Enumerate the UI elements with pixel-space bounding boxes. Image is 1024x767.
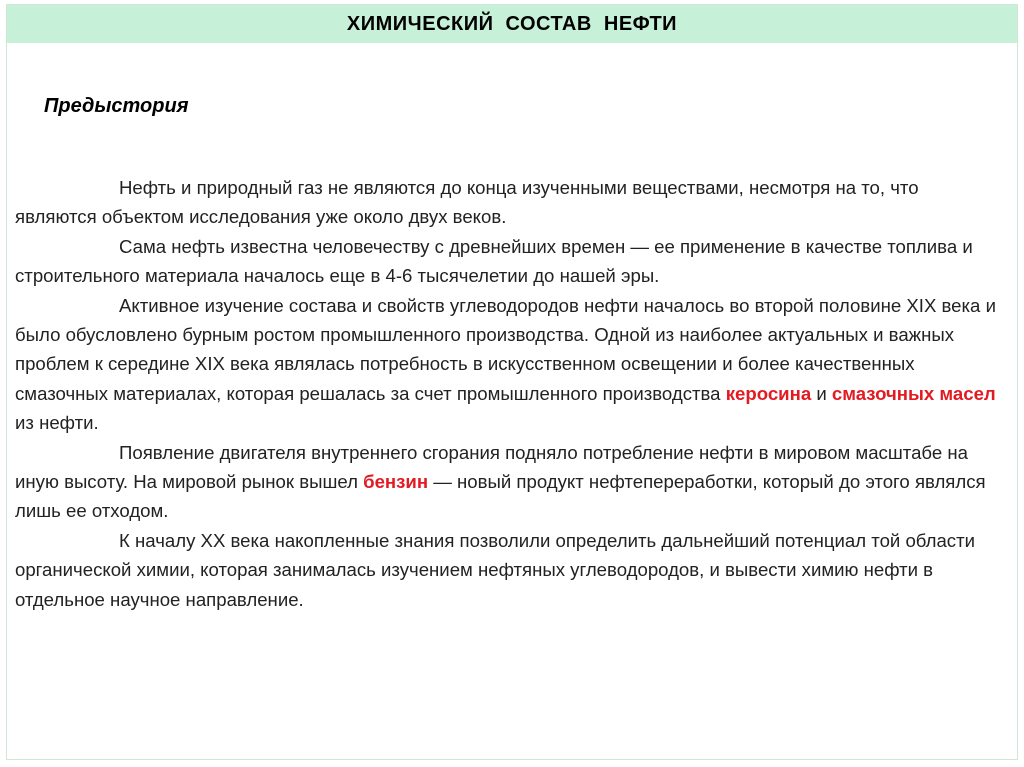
paragraph-3-text-before: Активное изучение состава и свойств углеводородов нефти началось во второй половине XIX века и было обусловлено бурным ростом промышленного производства. Одной из наиболее актуальных и важных проблем к середине XIX века являлась потребность в искусственном освещении и более качественных смазочных материалах, которая решалась за счет промышленного производства [15,294,996,404]
paragraph-1: Нефть и природный газ не являются до конца изученными веществами, несмотря на то, что являются объектом исследования уже около двух веков. [15,177,919,228]
paragraph-4 [15,438,1003,526]
highlight-gasoline: бензин [363,471,429,493]
slide [6,4,1018,760]
highlight-kerosene: керосина [725,382,812,404]
paragraph-4-text-before: Появление двигателя внутреннего сгорания подняло потребление нефти в мировом масштабе на иную высоту. На мировой рынок вышел [15,441,968,493]
highlight-lubricating-oils: смазочных масел [831,382,996,404]
section-title: Предыстория [44,95,189,117]
paragraph-3 [15,291,1003,438]
paragraph-4-text-after: — новый продукт нефтепереработки, который до этого являлся лишь ее отходом. [15,471,986,522]
paragraph-2: Сама нефть известна человечеству с древнейших времен — ее применение в качестве топлива и строительного материала началось еще в 4-6 тысячелетии до нашей эры. [15,235,973,287]
paragraph-3-text-after: из нефти. [15,412,99,434]
paragraph-5: К началу XX века накопленные знания позволили определить дальнейший потенциал той области органической химии, которая занималась изучением нефтяных углеводородов, и вывести химию нефти в отдельное научное направление. [15,529,976,610]
header-bar [7,5,1017,43]
body-text [15,173,1003,614]
page-title: ХИМИЧЕСКИЙ СОСТАВ НЕФТИ [346,12,678,35]
paragraph-3-text-middle: и [811,382,832,404]
